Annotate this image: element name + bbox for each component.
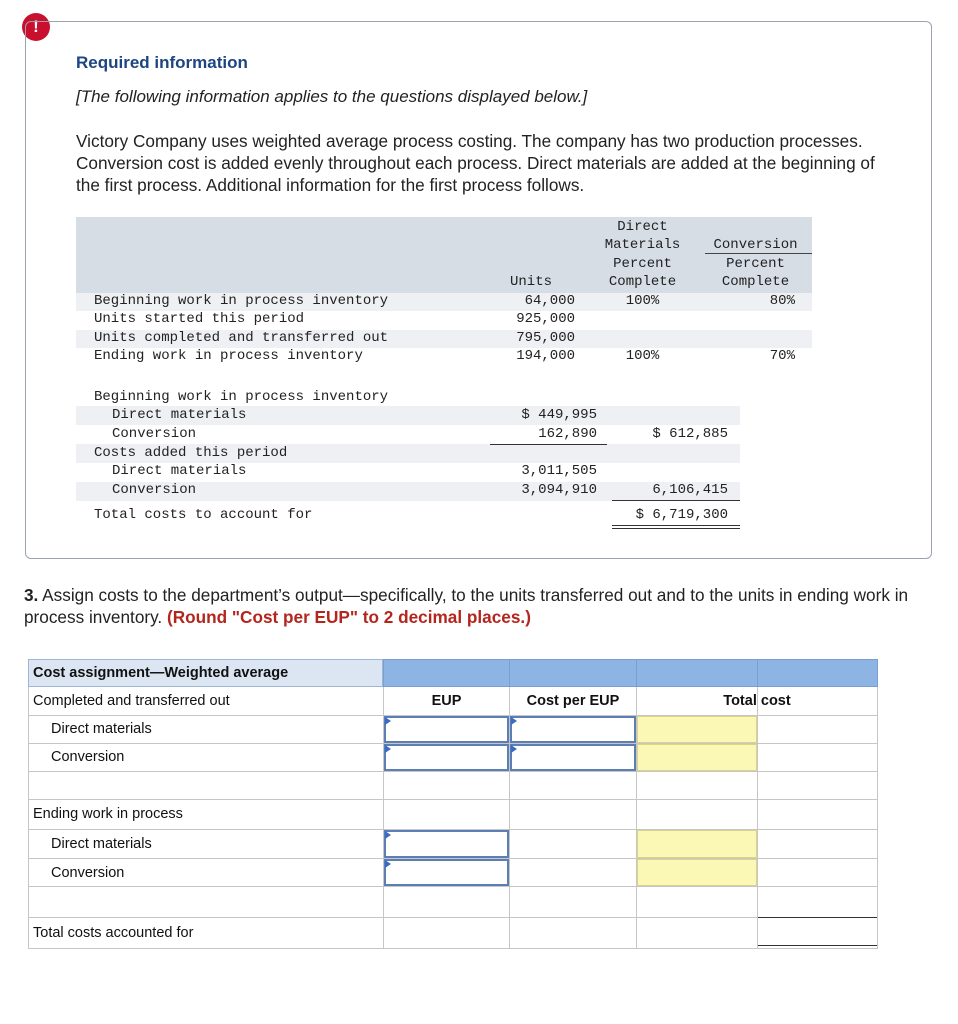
table-title: Cost assignment—Weighted average [33,665,289,681]
grid-line [28,687,29,949]
required-information-subtitle: [The following information applies to the questions displayed below.] [76,87,588,106]
added-conv-value: 3,094,910 [521,482,597,498]
ending-wip-label: Ending work in process [33,806,183,822]
subtotal-rule [490,444,607,445]
dm-header-line4: Complete [608,274,677,290]
units-table-header-band [76,217,812,293]
grid-line [28,886,878,887]
question-text: Assign costs to the department’s output—specifically, to the units transferred out and to the units in ending work in process inventory. [24,585,909,627]
grid-line [28,948,878,949]
ending-dm-total-cost [637,830,757,858]
added-label: Costs added this period [94,445,288,461]
col-header-total-cost: Total cost [723,693,791,709]
dm-header-line1: Direct [617,219,668,235]
conv-header-line2: Percent [726,256,785,272]
total-double-rule [758,945,877,946]
total-costs-value: $ 6,719,300 [635,507,728,523]
units-row-value: 925,000 [516,311,575,327]
completed-conv-cost-per-eup-input[interactable] [510,744,636,771]
grid-line [509,659,510,687]
double-rule-top [612,525,740,526]
grid-line [636,659,637,687]
units-row-dm-percent: 100% [625,348,660,364]
question-instruction: (Round "Cost per EUP" to 2 decimal places.) [166,607,531,627]
dm-header-line3: Percent [613,256,672,272]
grid-line [28,917,878,918]
completed-dm-label: Direct materials [51,721,152,737]
beg-total-value: $ 612,885 [652,426,728,442]
ending-conv-eup-input[interactable] [384,859,509,886]
beg-conv-label: Conversion [112,426,197,442]
dm-header-line2: Materials [604,237,681,253]
total-rule [612,500,740,501]
ending-conv-total-cost [637,859,757,886]
alert-icon: ! [22,13,50,41]
units-row-conv-percent: 70% [769,348,795,364]
added-conv-label: Conversion [112,482,197,498]
conv-header-line1: Conversion [713,237,798,253]
completed-conv-label: Conversion [51,749,125,765]
beg-dm-label: Direct materials [112,407,247,423]
completed-transferred-label: Completed and transferred out [33,693,230,709]
units-row-label: Ending work in process inventory [94,348,363,364]
units-row-value: 795,000 [516,330,575,346]
completed-conv-total-cost [637,744,757,771]
added-total-value: 6,106,415 [652,482,728,498]
total-costs-label: Total costs to account for [94,507,313,523]
ending-dm-label: Direct materials [51,836,152,852]
units-row-label: Beginning work in process inventory [94,293,389,309]
completed-dm-cost-per-eup-input[interactable] [510,716,636,743]
col-header-eup: EUP [431,693,462,709]
question-3 [24,584,949,628]
completed-dm-total-cost [637,716,757,743]
double-rule-bottom [612,528,740,529]
table-header-band [383,659,878,687]
grid-line [757,659,758,687]
units-row-value: 194,000 [516,348,575,364]
beg-conv-value: 162,890 [538,426,597,442]
grid-line [28,771,878,772]
conv-header-line3: Complete [721,274,790,290]
added-dm-value: 3,011,505 [521,463,597,479]
grid-line [28,799,878,800]
total-accounted-label: Total costs accounted for [33,925,194,941]
col-header-cost-per-eup: Cost per EUP [526,693,620,709]
units-row-dm-percent: 100% [625,293,660,309]
conversion-header-rule [705,253,812,254]
beg-dm-value: $ 449,995 [521,407,597,423]
completed-conv-eup-input[interactable] [384,744,509,771]
units-header: Units [509,274,552,290]
problem-intro: Victory Company uses weighted average process costing. The company has two production processes. Conversion cost is added evenly throughout each process. Direct materials are added at the beginning of the first process. Additional information for the first process follows. [76,131,875,195]
ending-conv-label: Conversion [51,865,125,881]
grid-line [757,687,758,949]
total-top-rule [758,917,877,918]
question-number: 3. [24,585,39,605]
units-row-label: Units started this period [94,311,305,327]
beg-wip-label: Beginning work in process inventory [94,389,389,405]
required-information-title: Required information [76,53,248,72]
completed-dm-eup-input[interactable] [384,716,509,743]
units-row-label: Units completed and transferred out [94,330,389,346]
ending-dm-eup-input[interactable] [384,830,509,858]
grid-line [877,687,878,949]
units-row-value: 64,000 [524,293,575,309]
added-dm-label: Direct materials [112,463,247,479]
units-row-conv-percent: 80% [769,293,795,309]
